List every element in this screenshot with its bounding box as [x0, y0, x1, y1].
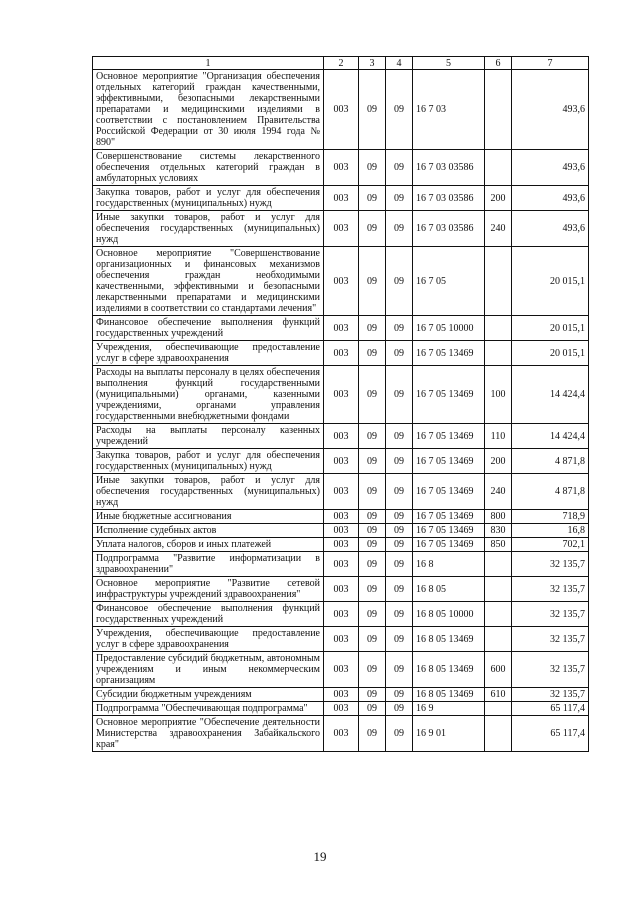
cell-name: Расходы на выплаты персоналу казенных учреждений	[93, 424, 324, 449]
cell-expense-type	[485, 702, 512, 716]
cell-subsection: 09	[386, 510, 413, 524]
cell-section: 09	[359, 316, 386, 341]
cell-amount: 493,6	[512, 211, 589, 247]
cell-target-article: 16 7 05 10000	[413, 316, 485, 341]
cell-expense-type	[485, 577, 512, 602]
cell-subsection: 09	[386, 424, 413, 449]
table-row	[93, 602, 589, 627]
cell-target-article: 16 7 05 13469	[413, 449, 485, 474]
table-row	[93, 474, 589, 510]
cell-expense-type: 240	[485, 211, 512, 247]
cell-section: 09	[359, 424, 386, 449]
cell-subsection: 09	[386, 247, 413, 316]
cell-subsection: 09	[386, 577, 413, 602]
cell-amount: 493,6	[512, 70, 589, 150]
cell-section: 09	[359, 150, 386, 186]
table-row	[93, 211, 589, 247]
cell-expense-type: 800	[485, 510, 512, 524]
cell-expense-type	[485, 552, 512, 577]
cell-subsection: 09	[386, 524, 413, 538]
cell-subsection: 09	[386, 341, 413, 366]
cell-amount: 20 015,1	[512, 247, 589, 316]
cell-name: Основное мероприятие "Развитие сетевой инфраструктуры учреждений здравоохранения"	[93, 577, 324, 602]
cell-expense-type: 240	[485, 474, 512, 510]
cell-target-article: 16 8	[413, 552, 485, 577]
cell-name: Финансовое обеспечение выполнения функций государственных учреждений	[93, 602, 324, 627]
header-col-4: 4	[386, 57, 413, 70]
cell-subsection: 09	[386, 150, 413, 186]
cell-section: 09	[359, 247, 386, 316]
cell-name: Учреждения, обеспечивающие предоставление услуг в сфере здравоохранения	[93, 627, 324, 652]
cell-expense-type	[485, 341, 512, 366]
cell-ministry-code: 003	[324, 627, 359, 652]
cell-expense-type: 830	[485, 524, 512, 538]
cell-section: 09	[359, 449, 386, 474]
cell-amount: 14 424,4	[512, 366, 589, 424]
table-row	[93, 150, 589, 186]
cell-ministry-code: 003	[324, 341, 359, 366]
table-row	[93, 247, 589, 316]
cell-ministry-code: 003	[324, 716, 359, 752]
cell-name: Учреждения, обеспечивающие предоставление услуг в сфере здравоохранения	[93, 341, 324, 366]
budget-table	[92, 56, 589, 752]
cell-target-article: 16 8 05 13469	[413, 688, 485, 702]
cell-target-article: 16 8 05 13469	[413, 652, 485, 688]
cell-name: Расходы на выплаты персоналу в целях обеспечения выполнения функций государственными (муниципальными) органами, казенными учреждениями, органами управления государственными внебюджетными фондами	[93, 366, 324, 424]
cell-target-article: 16 7 05 13469	[413, 510, 485, 524]
table-row	[93, 652, 589, 688]
cell-name: Финансовое обеспечение выполнения функций государственных учреждений	[93, 316, 324, 341]
cell-ministry-code: 003	[324, 538, 359, 552]
cell-ministry-code: 003	[324, 552, 359, 577]
cell-subsection: 09	[386, 716, 413, 752]
cell-section: 09	[359, 524, 386, 538]
cell-name: Основное мероприятие "Организация обеспечения отдельных категорий граждан качественными, эффективными, безопасными лекарственными препаратами и медицинскими изделиями в соответствии с постановлением Правительства Российской Федерации от 30 июля 1994 года № 890"	[93, 70, 324, 150]
cell-target-article: 16 7 05 13469	[413, 538, 485, 552]
cell-expense-type	[485, 150, 512, 186]
table-body	[93, 70, 589, 752]
cell-ministry-code: 003	[324, 211, 359, 247]
cell-ministry-code: 003	[324, 524, 359, 538]
cell-ministry-code: 003	[324, 602, 359, 627]
cell-amount: 718,9	[512, 510, 589, 524]
cell-section: 09	[359, 186, 386, 211]
cell-amount: 702,1	[512, 538, 589, 552]
cell-subsection: 09	[386, 366, 413, 424]
cell-target-article: 16 7 05 13469	[413, 474, 485, 510]
cell-subsection: 09	[386, 602, 413, 627]
cell-subsection: 09	[386, 186, 413, 211]
table-row	[93, 186, 589, 211]
cell-expense-type: 600	[485, 652, 512, 688]
cell-section: 09	[359, 627, 386, 652]
table-row	[93, 316, 589, 341]
cell-subsection: 09	[386, 474, 413, 510]
cell-expense-type: 110	[485, 424, 512, 449]
header-col-7: 7	[512, 57, 589, 70]
cell-ministry-code: 003	[324, 510, 359, 524]
cell-target-article: 16 8 05 13469	[413, 627, 485, 652]
header-col-2: 2	[324, 57, 359, 70]
cell-section: 09	[359, 552, 386, 577]
cell-amount: 32 135,7	[512, 552, 589, 577]
header-col-6: 6	[485, 57, 512, 70]
cell-section: 09	[359, 211, 386, 247]
cell-section: 09	[359, 652, 386, 688]
cell-name: Закупка товаров, работ и услуг для обеспечения государственных (муниципальных) нужд	[93, 449, 324, 474]
cell-section: 09	[359, 716, 386, 752]
table-row	[93, 424, 589, 449]
header-col-3: 3	[359, 57, 386, 70]
cell-subsection: 09	[386, 538, 413, 552]
cell-name: Иные бюджетные ассигнования	[93, 510, 324, 524]
cell-name: Основное мероприятие "Совершенствование организационных и финансовых механизмов обеспечения граждан необходимыми качественными, эффективными и безопасными лекарственными препаратами и медицинскими изделиями в соответствии со стандартами лечения"	[93, 247, 324, 316]
cell-section: 09	[359, 341, 386, 366]
cell-ministry-code: 003	[324, 577, 359, 602]
cell-amount: 65 117,4	[512, 716, 589, 752]
cell-ministry-code: 003	[324, 366, 359, 424]
cell-target-article: 16 7 05 13469	[413, 341, 485, 366]
cell-section: 09	[359, 510, 386, 524]
cell-subsection: 09	[386, 316, 413, 341]
cell-amount: 32 135,7	[512, 602, 589, 627]
cell-section: 09	[359, 602, 386, 627]
cell-subsection: 09	[386, 70, 413, 150]
cell-target-article: 16 7 03 03586	[413, 150, 485, 186]
cell-subsection: 09	[386, 211, 413, 247]
table-row	[93, 688, 589, 702]
cell-ministry-code: 003	[324, 247, 359, 316]
cell-name: Подпрограмма "Развитие информатизации в здравоохранении"	[93, 552, 324, 577]
cell-amount: 20 015,1	[512, 341, 589, 366]
cell-ministry-code: 003	[324, 474, 359, 510]
cell-expense-type: 200	[485, 186, 512, 211]
cell-amount: 16,8	[512, 524, 589, 538]
table-row	[93, 366, 589, 424]
table-row	[93, 552, 589, 577]
table-row	[93, 627, 589, 652]
cell-ministry-code: 003	[324, 688, 359, 702]
table-row	[93, 524, 589, 538]
cell-expense-type	[485, 247, 512, 316]
cell-expense-type	[485, 627, 512, 652]
cell-amount: 4 871,8	[512, 474, 589, 510]
cell-name: Уплата налогов, сборов и иных платежей	[93, 538, 324, 552]
table-row	[93, 449, 589, 474]
cell-name: Иные закупки товаров, работ и услуг для обеспечения государственных (муниципальных) нужд	[93, 474, 324, 510]
cell-subsection: 09	[386, 449, 413, 474]
cell-ministry-code: 003	[324, 702, 359, 716]
table-row	[93, 538, 589, 552]
table-row	[93, 341, 589, 366]
cell-ministry-code: 003	[324, 652, 359, 688]
cell-expense-type	[485, 602, 512, 627]
cell-name: Подпрограмма "Обеспечивающая подпрограмма"	[93, 702, 324, 716]
cell-amount: 32 135,7	[512, 688, 589, 702]
table-row	[93, 510, 589, 524]
cell-ministry-code: 003	[324, 70, 359, 150]
table-row	[93, 716, 589, 752]
cell-section: 09	[359, 474, 386, 510]
cell-subsection: 09	[386, 702, 413, 716]
cell-expense-type	[485, 716, 512, 752]
cell-target-article: 16 8 05	[413, 577, 485, 602]
cell-name: Субсидии бюджетным учреждениям	[93, 688, 324, 702]
cell-subsection: 09	[386, 627, 413, 652]
cell-expense-type	[485, 70, 512, 150]
cell-ministry-code: 003	[324, 449, 359, 474]
table-header-row	[93, 57, 589, 70]
header-col-5: 5	[413, 57, 485, 70]
cell-amount: 32 135,7	[512, 627, 589, 652]
cell-target-article: 16 8 05 10000	[413, 602, 485, 627]
cell-target-article: 16 7 05 13469	[413, 366, 485, 424]
cell-target-article: 16 7 03 03586	[413, 211, 485, 247]
cell-target-article: 16 9	[413, 702, 485, 716]
cell-name: Совершенствование системы лекарственного обеспечения отдельных категорий граждан в амбулаторных условиях	[93, 150, 324, 186]
cell-ministry-code: 003	[324, 316, 359, 341]
cell-name: Исполнение судебных актов	[93, 524, 324, 538]
cell-ministry-code: 003	[324, 424, 359, 449]
cell-target-article: 16 7 05	[413, 247, 485, 316]
cell-amount: 14 424,4	[512, 424, 589, 449]
cell-name: Основное мероприятие "Обеспечение деятельности Министерства здравоохранения Забайкальского края"	[93, 716, 324, 752]
cell-expense-type: 850	[485, 538, 512, 552]
cell-subsection: 09	[386, 688, 413, 702]
cell-name: Закупка товаров, работ и услуг для обеспечения государственных (муниципальных) нужд	[93, 186, 324, 211]
cell-name: Иные закупки товаров, работ и услуг для обеспечения государственных (муниципальных) нужд	[93, 211, 324, 247]
cell-target-article: 16 7 03	[413, 70, 485, 150]
cell-section: 09	[359, 688, 386, 702]
cell-ministry-code: 003	[324, 150, 359, 186]
cell-name: Предоставление субсидий бюджетным, автономным учреждениям и иным некоммерческим организациям	[93, 652, 324, 688]
cell-section: 09	[359, 366, 386, 424]
cell-target-article: 16 7 05 13469	[413, 424, 485, 449]
cell-subsection: 09	[386, 552, 413, 577]
cell-target-article: 16 7 03 03586	[413, 186, 485, 211]
cell-amount: 20 015,1	[512, 316, 589, 341]
cell-target-article: 16 9 01	[413, 716, 485, 752]
cell-expense-type: 200	[485, 449, 512, 474]
cell-target-article: 16 7 05 13469	[413, 524, 485, 538]
cell-section: 09	[359, 577, 386, 602]
cell-amount: 493,6	[512, 150, 589, 186]
cell-expense-type: 100	[485, 366, 512, 424]
table-row	[93, 70, 589, 150]
cell-section: 09	[359, 702, 386, 716]
cell-expense-type: 610	[485, 688, 512, 702]
cell-section: 09	[359, 538, 386, 552]
cell-amount: 65 117,4	[512, 702, 589, 716]
table-row	[93, 577, 589, 602]
cell-subsection: 09	[386, 652, 413, 688]
cell-amount: 4 871,8	[512, 449, 589, 474]
header-col-1: 1	[93, 57, 324, 70]
page-number: 19	[313, 849, 327, 864]
cell-amount: 32 135,7	[512, 577, 589, 602]
table-row	[93, 702, 589, 716]
cell-section: 09	[359, 70, 386, 150]
cell-amount: 32 135,7	[512, 652, 589, 688]
cell-ministry-code: 003	[324, 186, 359, 211]
cell-amount: 493,6	[512, 186, 589, 211]
cell-expense-type	[485, 316, 512, 341]
